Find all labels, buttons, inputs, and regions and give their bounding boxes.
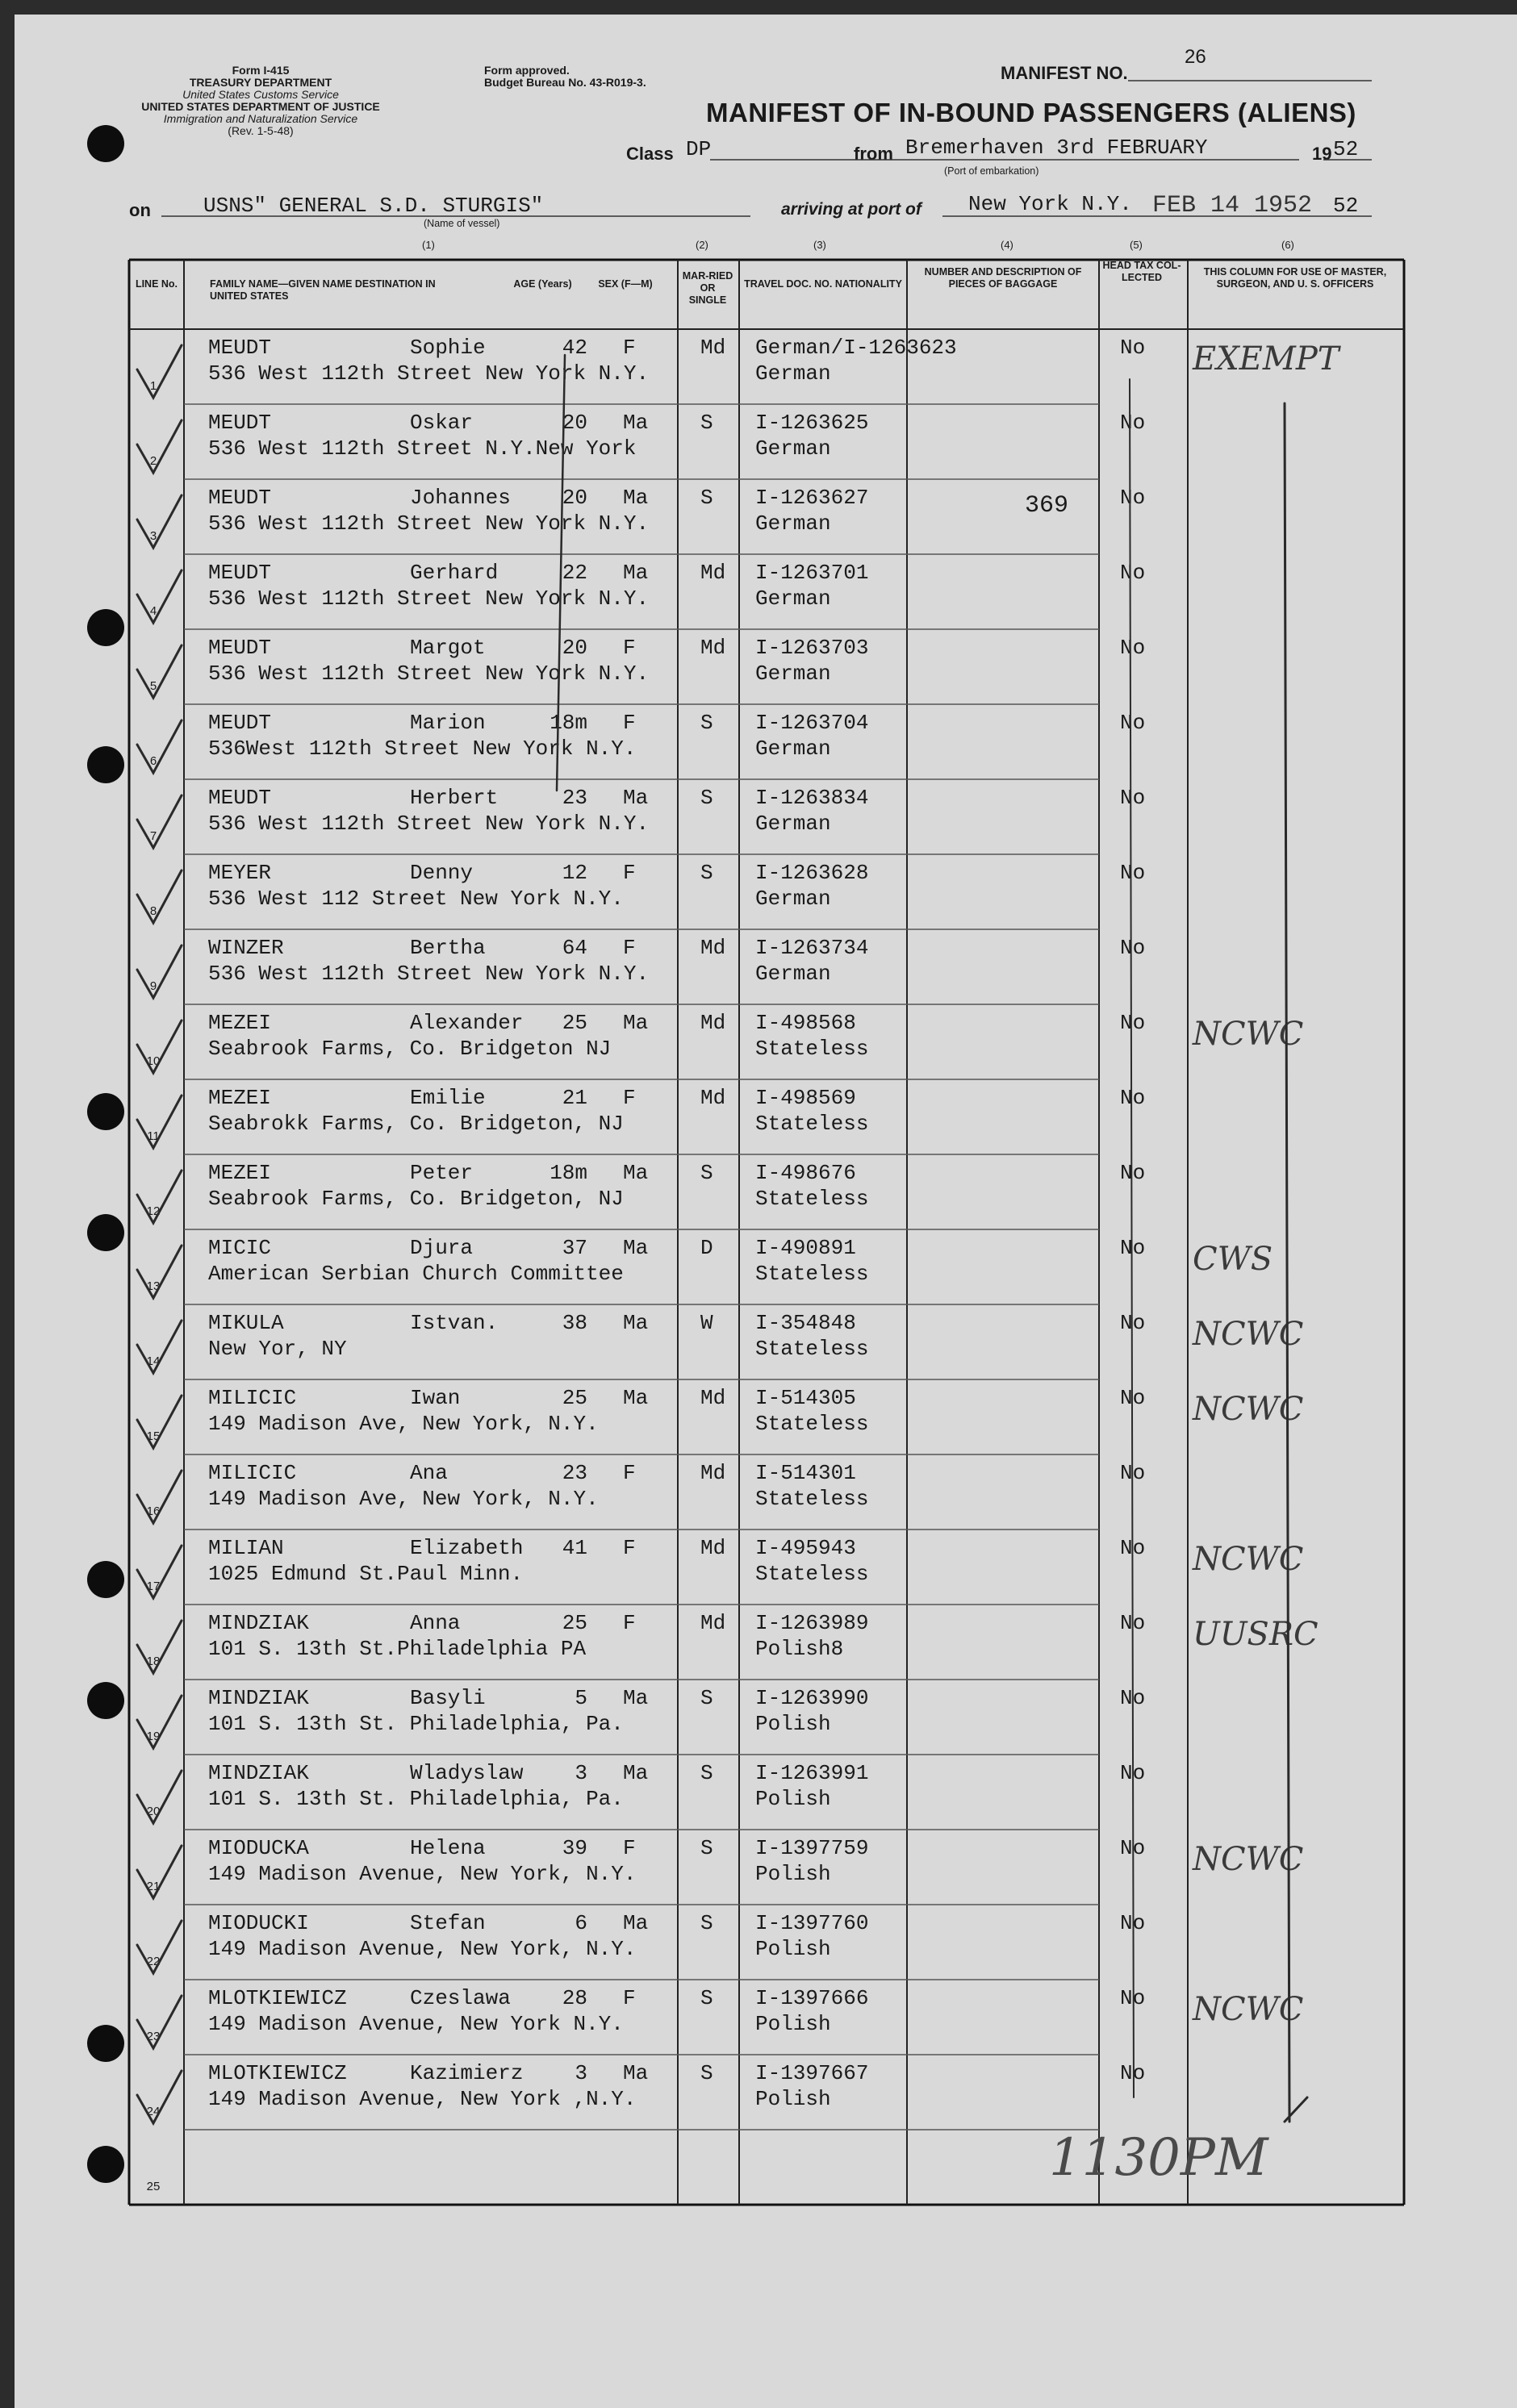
sex: F bbox=[623, 711, 636, 735]
marital-status: S bbox=[700, 861, 713, 885]
check-mark bbox=[137, 1171, 182, 1223]
destination: American Serbian Church Committee bbox=[208, 1262, 624, 1286]
marital-status: Md bbox=[700, 1611, 726, 1635]
travel-doc-no: I-354848 bbox=[755, 1311, 856, 1335]
nationality: Stateless bbox=[755, 1262, 869, 1286]
sex: F bbox=[623, 936, 636, 960]
destination: 536 West 112th Street New York N.Y. bbox=[208, 361, 650, 386]
check-mark bbox=[137, 720, 182, 773]
family-name: MEZEI bbox=[208, 1086, 272, 1110]
col-num-6: (6) bbox=[1281, 239, 1294, 251]
marital-status: Md bbox=[700, 1386, 726, 1410]
travel-doc-no: I-1263627 bbox=[755, 486, 869, 510]
officer-note: NCWC bbox=[1193, 1841, 1304, 1878]
travel-doc-no: I-495943 bbox=[755, 1536, 856, 1560]
given-name: Gerhard bbox=[410, 561, 499, 585]
line-number: 10 bbox=[146, 1054, 161, 1068]
treasury-dept: TREASURY DEPARTMENT bbox=[189, 76, 332, 89]
head-tax: No bbox=[1120, 1911, 1146, 1935]
given-name: Basyli bbox=[410, 1686, 486, 1710]
colhead-age: AGE (Years) bbox=[513, 278, 572, 290]
given-name: Czeslawa bbox=[410, 1986, 511, 2010]
line-number: 18 bbox=[146, 1655, 161, 1668]
line-number: 8 bbox=[149, 904, 157, 918]
line-number: 24 bbox=[146, 2105, 161, 2118]
family-name: MEUDT bbox=[208, 486, 272, 510]
nationality: German bbox=[755, 511, 831, 536]
family-name: MICIC bbox=[208, 1236, 272, 1260]
given-name: Peter bbox=[410, 1161, 474, 1185]
from-value: Bremerhaven 3rd FEBRUARY bbox=[905, 136, 1208, 160]
check-mark bbox=[137, 495, 182, 548]
travel-doc-no: German/I-1263623 bbox=[755, 336, 957, 360]
sex: Ma bbox=[623, 1311, 649, 1335]
sex: Ma bbox=[623, 1161, 649, 1185]
destination: 536 West 112th Street N.Y.New York bbox=[208, 436, 637, 461]
destination: 536 West 112th Street New York N.Y. bbox=[208, 511, 650, 536]
head-tax: No bbox=[1120, 411, 1146, 435]
footer-signature-time: 1130PM bbox=[1049, 2128, 1268, 2188]
travel-doc-no: I-1263991 bbox=[755, 1761, 869, 1785]
officer-arrow bbox=[1285, 2097, 1307, 2122]
family-name: MIKULA bbox=[208, 1311, 284, 1335]
col-num-1: (1) bbox=[422, 239, 435, 251]
check-mark bbox=[137, 1696, 182, 1748]
marital-status: Md bbox=[700, 936, 726, 960]
sex: Ma bbox=[623, 1011, 649, 1035]
head-tax: No bbox=[1120, 1686, 1146, 1710]
sex: Ma bbox=[623, 1911, 649, 1935]
line-number: 15 bbox=[146, 1429, 161, 1443]
travel-doc-no: I-1397667 bbox=[755, 2061, 869, 2085]
check-mark bbox=[137, 945, 182, 998]
head-tax: No bbox=[1120, 1461, 1146, 1485]
line-number: 7 bbox=[149, 829, 157, 843]
destination: 149 Madison Avenue, New York ,N.Y. bbox=[208, 2087, 637, 2111]
travel-doc-no: I-1263989 bbox=[755, 1611, 869, 1635]
check-mark bbox=[137, 1471, 182, 1523]
family-name: MIODUCKI bbox=[208, 1911, 309, 1935]
head-tax: No bbox=[1120, 711, 1146, 735]
line-number: 1 bbox=[149, 379, 157, 393]
given-name: Djura bbox=[410, 1236, 474, 1260]
class-value: DP bbox=[686, 137, 712, 161]
marital-status: S bbox=[700, 711, 713, 735]
family-name: MEZEI bbox=[208, 1011, 272, 1035]
marital-status: S bbox=[700, 1161, 713, 1185]
head-tax: No bbox=[1120, 1236, 1146, 1260]
class-label: Class bbox=[626, 144, 674, 164]
officer-note: NCWC bbox=[1193, 1541, 1304, 1578]
nationality: German bbox=[755, 737, 831, 761]
marital-status: S bbox=[700, 1836, 713, 1860]
colhead-baggage: NUMBER AND DESCRIPTION OF PIECES OF BAGGAGE bbox=[924, 266, 1082, 290]
line-number: 22 bbox=[146, 1955, 161, 1968]
travel-doc-no: I-1397760 bbox=[755, 1911, 869, 1935]
check-mark bbox=[137, 1771, 182, 1823]
head-tax: No bbox=[1120, 1836, 1146, 1860]
colhead-sex: SEX (F—M) bbox=[598, 278, 653, 290]
sex: Ma bbox=[623, 1386, 649, 1410]
given-name: Margot bbox=[410, 636, 486, 660]
destination: Seabrook Farms, Co. Bridgeton NJ bbox=[208, 1037, 612, 1061]
port-embarkation-caption: (Port of embarkation) bbox=[944, 165, 1039, 177]
travel-doc-no: I-514305 bbox=[755, 1386, 856, 1410]
given-name: Kazimierz bbox=[410, 2061, 524, 2085]
nationality: German bbox=[755, 361, 831, 386]
arrival-year: 52 bbox=[1333, 194, 1359, 218]
nationality: Stateless bbox=[755, 1037, 869, 1061]
head-tax: No bbox=[1120, 1986, 1146, 2010]
destination: 149 Madison Ave, New York, N.Y. bbox=[208, 1412, 599, 1436]
officer-note: NCWC bbox=[1193, 1391, 1304, 1428]
head-tax: No bbox=[1120, 2061, 1146, 2085]
sex: F bbox=[623, 336, 636, 360]
marital-status: Md bbox=[700, 1086, 726, 1110]
check-mark bbox=[137, 1095, 182, 1148]
family-name: MILICIC bbox=[208, 1461, 297, 1485]
nationality: German bbox=[755, 887, 831, 911]
sex: Ma bbox=[623, 1686, 649, 1710]
family-name: MINDZIAK bbox=[208, 1686, 309, 1710]
given-name: Sophie bbox=[410, 336, 486, 360]
sex: Ma bbox=[623, 1236, 649, 1260]
check-mark bbox=[137, 1546, 182, 1598]
travel-doc-no: I-1263703 bbox=[755, 636, 869, 660]
colhead-head-tax: HEAD TAX COL-LECTED bbox=[1102, 260, 1181, 283]
colhead-line-no: LINE No. bbox=[135, 278, 178, 290]
age-vertical-line bbox=[557, 355, 565, 791]
head-tax: No bbox=[1120, 1311, 1146, 1335]
colhead-travel-doc: TRAVEL DOC. NO. NATIONALITY bbox=[744, 278, 902, 290]
col-num-5: (5) bbox=[1130, 239, 1143, 251]
given-name: Herbert bbox=[410, 786, 499, 810]
nationality: German bbox=[755, 962, 831, 986]
given-name: Oskar bbox=[410, 411, 474, 435]
check-mark bbox=[137, 870, 182, 923]
marital-status: S bbox=[700, 1686, 713, 1710]
line-number: 13 bbox=[146, 1279, 161, 1293]
check-mark bbox=[137, 345, 182, 398]
check-mark bbox=[137, 1996, 182, 2048]
officer-note: UUSRC bbox=[1193, 1616, 1318, 1653]
destination: Seabrokk Farms, Co. Bridgeton, NJ bbox=[208, 1112, 624, 1136]
head-tax: No bbox=[1120, 1011, 1146, 1035]
family-name: MEYER bbox=[208, 861, 272, 885]
sex: Ma bbox=[623, 1761, 649, 1785]
family-name: MINDZIAK bbox=[208, 1611, 309, 1635]
marital-status: Md bbox=[700, 1011, 726, 1035]
head-tax: No bbox=[1120, 861, 1146, 885]
officer-note: NCWC bbox=[1193, 1016, 1304, 1053]
ins-service: Immigration and Naturalization Service bbox=[163, 112, 358, 125]
nationality: German bbox=[755, 436, 831, 461]
travel-doc-no: I-1263704 bbox=[755, 711, 869, 735]
head-tax: No bbox=[1120, 336, 1146, 360]
line-number: 23 bbox=[146, 2030, 161, 2043]
check-mark bbox=[137, 1621, 182, 1673]
marital-status: S bbox=[700, 411, 713, 435]
destination: 149 Madison Avenue, New York, N.Y. bbox=[208, 1937, 637, 1961]
family-name: MILICIC bbox=[208, 1386, 297, 1410]
manifest-no-value: 26 bbox=[1185, 46, 1206, 68]
head-tax: No bbox=[1120, 936, 1146, 960]
nationality: Stateless bbox=[755, 1562, 869, 1586]
sex: Ma bbox=[623, 2061, 649, 2085]
travel-doc-no: I-498676 bbox=[755, 1161, 856, 1185]
line-number: 19 bbox=[146, 1730, 161, 1743]
sex: F bbox=[623, 636, 636, 660]
family-name: MEUDT bbox=[208, 786, 272, 810]
officer-note: NCWC bbox=[1193, 1991, 1304, 2028]
check-mark bbox=[137, 1246, 182, 1298]
family-name: MINDZIAK bbox=[208, 1761, 309, 1785]
nationality: Polish bbox=[755, 2087, 831, 2111]
head-tax: No bbox=[1120, 486, 1146, 510]
head-tax: No bbox=[1120, 561, 1146, 585]
given-name: Istvan. bbox=[410, 1311, 499, 1335]
destination: 149 Madison Avenue, New York, N.Y. bbox=[208, 1862, 637, 1886]
customs-service: United States Customs Service bbox=[182, 88, 339, 101]
officer-vertical-line bbox=[1285, 403, 1289, 2122]
travel-doc-no: I-1263990 bbox=[755, 1686, 869, 1710]
marital-status: S bbox=[700, 1761, 713, 1785]
head-tax: No bbox=[1120, 1761, 1146, 1785]
officer-note: CWS bbox=[1193, 1241, 1273, 1278]
head-tax: No bbox=[1120, 1386, 1146, 1410]
line-number: 3 bbox=[149, 529, 157, 543]
line-number: 14 bbox=[146, 1354, 161, 1368]
vessel-caption: (Name of vessel) bbox=[424, 218, 500, 229]
given-name: Iwan bbox=[410, 1386, 461, 1410]
head-tax: No bbox=[1120, 786, 1146, 810]
line-number: 6 bbox=[149, 754, 157, 768]
check-mark bbox=[137, 2071, 182, 2123]
given-name: Denny bbox=[410, 861, 474, 885]
nationality: Stateless bbox=[755, 1337, 869, 1361]
marital-status: S bbox=[700, 2061, 713, 2085]
marital-status: W bbox=[700, 1311, 713, 1335]
given-name: Alexander bbox=[410, 1011, 524, 1035]
col-num-2: (2) bbox=[696, 239, 708, 251]
marital-status: Md bbox=[700, 1461, 726, 1485]
arrival-date-stamp: FEB 14 1952 bbox=[1152, 192, 1313, 219]
justice-dept: UNITED STATES DEPARTMENT OF JUSTICE bbox=[141, 100, 380, 113]
destination: 101 S. 13th St. Philadelphia, Pa. bbox=[208, 1712, 624, 1736]
officer-note: NCWC bbox=[1193, 1316, 1304, 1353]
officer-note: EXEMPT bbox=[1193, 340, 1339, 378]
destination: 536 West 112 Street New York N.Y. bbox=[208, 887, 624, 911]
sex: F bbox=[623, 1461, 636, 1485]
baggage: 369 bbox=[1025, 492, 1069, 520]
sex: F bbox=[623, 1611, 636, 1635]
given-name: Wladyslaw bbox=[410, 1761, 524, 1785]
on-label: on bbox=[129, 200, 151, 220]
sex: Ma bbox=[623, 786, 649, 810]
given-name: Helena bbox=[410, 1836, 486, 1860]
sex: F bbox=[623, 861, 636, 885]
sex: F bbox=[623, 1986, 636, 2010]
travel-doc-no: I-498569 bbox=[755, 1086, 856, 1110]
tax-vertical-line bbox=[1130, 379, 1134, 2097]
marital-status: Md bbox=[700, 561, 726, 585]
nationality: Stateless bbox=[755, 1112, 869, 1136]
given-name: Stefan bbox=[410, 1911, 486, 1935]
travel-doc-no: I-514301 bbox=[755, 1461, 856, 1485]
destination: 101 S. 13th St.Philadelphia PA bbox=[208, 1637, 587, 1661]
given-name: Anna bbox=[410, 1611, 461, 1635]
marital-status: S bbox=[700, 486, 713, 510]
marital-status: Md bbox=[700, 1536, 726, 1560]
travel-doc-no: I-1397666 bbox=[755, 1986, 869, 2010]
destination: Seabrook Farms, Co. Bridgeton, NJ bbox=[208, 1187, 624, 1211]
nationality: Stateless bbox=[755, 1487, 869, 1511]
sex: F bbox=[623, 1086, 636, 1110]
line-number: 12 bbox=[146, 1204, 161, 1218]
line-number: 21 bbox=[146, 1880, 161, 1893]
given-name: Johannes bbox=[410, 486, 511, 510]
nationality: German bbox=[755, 661, 831, 686]
check-mark bbox=[137, 1846, 182, 1898]
marital-status: S bbox=[700, 1986, 713, 2010]
family-name: MEUDT bbox=[208, 336, 272, 360]
marital-status: Md bbox=[700, 636, 726, 660]
destination: 536 West 112th Street New York N.Y. bbox=[208, 812, 650, 836]
marital-status: D bbox=[700, 1236, 713, 1260]
check-mark bbox=[137, 1321, 182, 1373]
family-name: MEZEI bbox=[208, 1161, 272, 1185]
destination: 536 West 112th Street New York N.Y. bbox=[208, 661, 650, 686]
marital-status: S bbox=[700, 1911, 713, 1935]
check-mark bbox=[137, 795, 182, 848]
destination: 101 S. 13th St. Philadelphia, Pa. bbox=[208, 1787, 624, 1811]
given-name: Bertha bbox=[410, 936, 486, 960]
nationality: Polish bbox=[755, 1862, 831, 1886]
manifest-title: MANIFEST OF IN-BOUND PASSENGERS (ALIENS) bbox=[706, 98, 1356, 127]
family-name: MEUDT bbox=[208, 411, 272, 435]
from-label: from bbox=[854, 144, 893, 164]
travel-doc-no: I-1263834 bbox=[755, 786, 869, 810]
head-tax: No bbox=[1120, 1536, 1146, 1560]
family-name: WINZER bbox=[208, 936, 284, 960]
form-approved: Form approved. bbox=[484, 64, 570, 77]
head-tax: No bbox=[1120, 1086, 1146, 1110]
sex: F bbox=[623, 1836, 636, 1860]
head-tax: No bbox=[1120, 636, 1146, 660]
line-number: 25 bbox=[146, 2180, 161, 2193]
sex: Ma bbox=[623, 561, 649, 585]
given-name: Ana bbox=[410, 1461, 448, 1485]
nationality: Stateless bbox=[755, 1412, 869, 1436]
col-num-4: (4) bbox=[1001, 239, 1013, 251]
family-name: MLOTKIEWICZ bbox=[208, 1986, 347, 2010]
nationality: Polish bbox=[755, 1787, 831, 1811]
line-number: 20 bbox=[146, 1805, 161, 1818]
destination: 536 West 112th Street New York N.Y. bbox=[208, 962, 650, 986]
marital-status: S bbox=[700, 786, 713, 810]
year-value: 52 bbox=[1333, 137, 1359, 161]
travel-doc-no: I-1397759 bbox=[755, 1836, 869, 1860]
manifest-no-label: MANIFEST NO. bbox=[1001, 63, 1128, 83]
colhead-name: FAMILY NAME—GIVEN NAME DESTINATION IN UNITED STATES bbox=[210, 278, 436, 302]
nationality: Stateless bbox=[755, 1187, 869, 1211]
sex: Ma bbox=[623, 411, 649, 435]
nationality: German bbox=[755, 812, 831, 836]
check-mark bbox=[137, 1396, 182, 1448]
family-name: MEUDT bbox=[208, 561, 272, 585]
line-number: 16 bbox=[146, 1504, 161, 1518]
line-number: 9 bbox=[149, 979, 157, 993]
nationality: Polish bbox=[755, 2012, 831, 2036]
destination: 149 Madison Avenue, New York N.Y. bbox=[208, 2012, 624, 2036]
line-number: 4 bbox=[149, 604, 157, 618]
nationality: Polish bbox=[755, 1712, 831, 1736]
travel-doc-no: I-1263628 bbox=[755, 861, 869, 885]
travel-doc-no: I-1263701 bbox=[755, 561, 869, 585]
check-mark bbox=[137, 1921, 182, 1973]
arrival-port-value: New York N.Y. bbox=[968, 192, 1132, 216]
line-number: 2 bbox=[149, 454, 157, 468]
nationality: Polish bbox=[755, 1937, 831, 1961]
marital-status: Md bbox=[700, 336, 726, 360]
form-number: Form I-415 bbox=[232, 64, 290, 77]
sex: F bbox=[623, 1536, 636, 1560]
col-num-3: (3) bbox=[813, 239, 826, 251]
arriving-label: arriving at port of bbox=[781, 200, 921, 219]
travel-doc-no: I-498568 bbox=[755, 1011, 856, 1035]
travel-doc-no: I-490891 bbox=[755, 1236, 856, 1260]
year-prefix: 19 bbox=[1312, 144, 1332, 164]
form-revision: (Rev. 1-5-48) bbox=[228, 124, 294, 137]
line-number: 5 bbox=[149, 679, 157, 693]
check-mark bbox=[137, 420, 182, 473]
family-name: MLOTKIEWICZ bbox=[208, 2061, 347, 2085]
destination: 1025 Edmund St.Paul Minn. bbox=[208, 1562, 524, 1586]
travel-doc-no: I-1263734 bbox=[755, 936, 869, 960]
sex: Ma bbox=[623, 486, 649, 510]
colhead-officers: THIS COLUMN FOR USE OF MASTER, SURGEON, AND U. S. OFFICERS bbox=[1203, 266, 1387, 290]
family-name: MEUDT bbox=[208, 711, 272, 735]
line-number: 17 bbox=[146, 1580, 161, 1593]
nationality: Polish8 bbox=[755, 1637, 844, 1661]
line-number: 11 bbox=[147, 1129, 160, 1143]
nationality: German bbox=[755, 586, 831, 611]
destination: 536 West 112th Street New York N.Y. bbox=[208, 586, 650, 611]
vessel-value: USNS" GENERAL S.D. STURGIS" bbox=[203, 194, 544, 218]
destination: New Yor, NY bbox=[208, 1337, 347, 1361]
check-mark bbox=[137, 645, 182, 698]
check-mark bbox=[137, 570, 182, 623]
given-name: Emilie bbox=[410, 1086, 486, 1110]
family-name: MIODUCKA bbox=[208, 1836, 309, 1860]
head-tax: No bbox=[1120, 1161, 1146, 1185]
check-mark bbox=[137, 1020, 182, 1073]
colhead-married: MAR-RIED OR SINGLE bbox=[682, 270, 733, 306]
family-name: MILIAN bbox=[208, 1536, 284, 1560]
given-name: Marion bbox=[410, 711, 486, 735]
destination: 149 Madison Ave, New York, N.Y. bbox=[208, 1487, 599, 1511]
travel-doc-no: I-1263625 bbox=[755, 411, 869, 435]
given-name: Elizabeth bbox=[410, 1536, 524, 1560]
destination: 536West 112th Street New York N.Y. bbox=[208, 737, 637, 761]
budget-bureau: Budget Bureau No. 43-R019-3. bbox=[484, 76, 646, 89]
head-tax: No bbox=[1120, 1611, 1146, 1635]
family-name: MEUDT bbox=[208, 636, 272, 660]
